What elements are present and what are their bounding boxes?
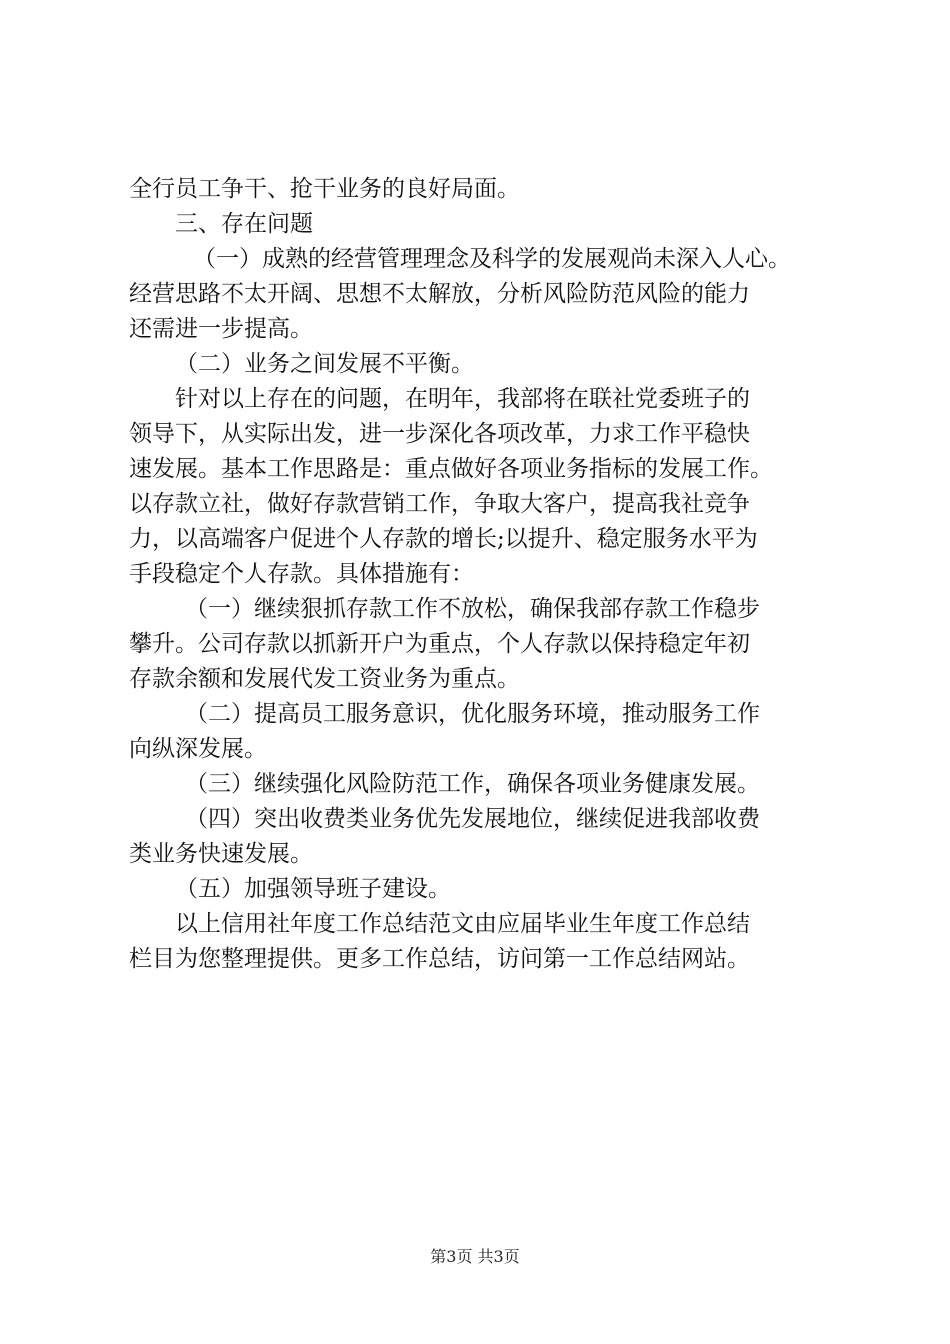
- text-line: 类业务快速发展。: [129, 841, 313, 867]
- text-line: 以上信用社年度工作总结范文由应届毕业生年度工作总结: [175, 911, 750, 937]
- text-line: 全行员工争干、抢干业务的良好局面。: [129, 176, 520, 202]
- page-footer: [0, 1244, 950, 1267]
- text-line: 手段稳定个人存款。具体措施有：: [129, 561, 474, 587]
- text-line: （三）继续强化风险防范工作，确保各项业务健康发展。: [185, 771, 760, 797]
- text-line: 速发展。基本工作思路是：重点做好各项业务指标的发展工作。: [129, 456, 773, 482]
- text-line: 存款余额和发展代发工资业务为重点。: [129, 666, 520, 692]
- text-line: 领导下，从实际出发，进一步深化各项改革，力求工作平稳快: [129, 421, 750, 447]
- text-line: 向纵深发展。: [129, 736, 267, 762]
- text-line: 栏目为您整理提供。更多工作总结，访问第一工作总结网站。: [129, 946, 750, 972]
- text-line: （二）提高员工服务意识，优化服务环境，推动服务工作: [185, 701, 760, 727]
- text-line: 攀升。公司存款以抓新开户为重点，个人存款以保持稳定年初: [129, 631, 750, 657]
- text-line: 针对以上存在的问题，在明年，我部将在联社党委班子的: [175, 386, 750, 412]
- text-line: 以存款立社，做好存款营销工作，争取大客户，提高我社竞争: [129, 491, 750, 517]
- text-line: 还需进一步提高。: [129, 316, 313, 342]
- text-line: （二）业务之间发展不平衡。: [175, 351, 474, 377]
- page-number: 第3页 共3页: [430, 1247, 520, 1266]
- text-line: （五）加强领导班子建设。: [175, 876, 451, 902]
- document-body: [129, 172, 829, 977]
- text-line: 力，以高端客户促进个人存款的增长;以提升、稳定服务水平为: [129, 526, 758, 552]
- text-line: （一）成熟的经营管理理念及科学的发展观尚未深入人心。: [193, 246, 791, 272]
- text-line: （一）继续狠抓存款工作不放松，确保我部存款工作稳步: [185, 596, 760, 622]
- text-line: （四）突出收费类业务优先发展地位，继续促进我部收费: [185, 806, 760, 832]
- section-heading: 三、存在问题: [175, 211, 313, 237]
- text-line: 经营思路不太开阔、思想不太解放，分析风险防范风险的能力: [129, 281, 750, 307]
